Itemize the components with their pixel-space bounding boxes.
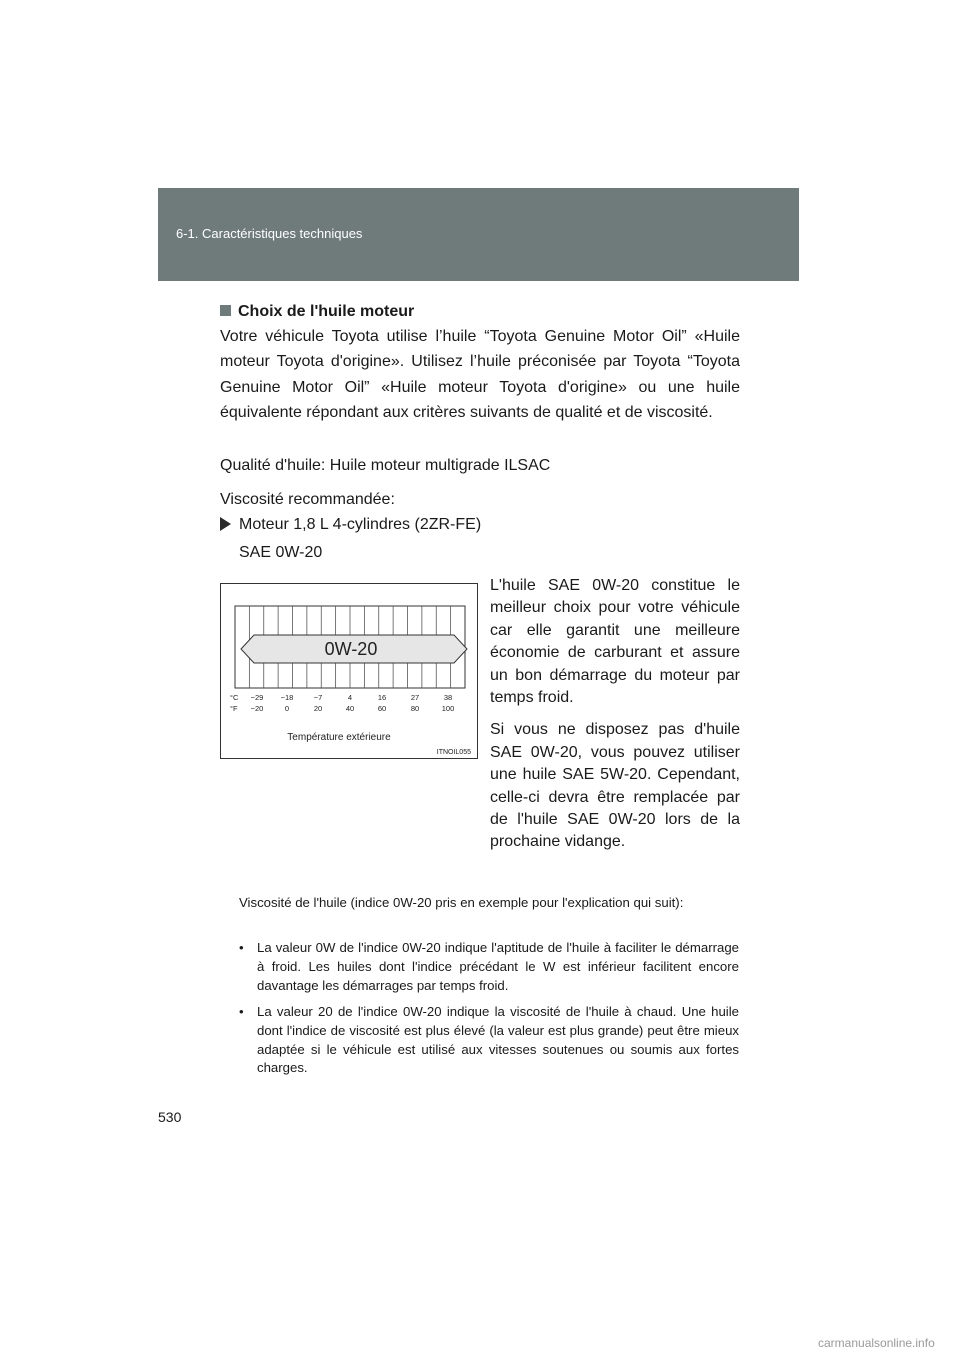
intro-paragraph: Votre véhicule Toyota utilise l’huile “Toyota Genuine Motor Oil” «Huile moteur Toyota d'origine». Utilisez l’huile préconisée par Toyota “Toyota Genuine Motor Oil” «Huile moteur Toyota d'origine» ou une huile équivalente répondant aux critères suivants de qualité et de viscosité. bbox=[220, 328, 740, 421]
fahrenheit-unit: °F bbox=[230, 704, 238, 713]
celsius-tick-labels bbox=[251, 693, 453, 702]
side-paragraph-1: L'huile SAE 0W-20 constitue le meilleur choix pour votre véhicule car elle garantit une meilleure économie de carburant et assure un bon démarrage du moteur par temps froid. bbox=[490, 577, 740, 707]
engine-label: Moteur 1,8 L 4-cylindres (2ZR-FE) bbox=[239, 516, 482, 533]
viscosity-note-item-2 bbox=[239, 1003, 739, 1078]
fahrenheit-tick-label: 80 bbox=[410, 704, 420, 713]
celsius-tick-label: 38 bbox=[443, 693, 453, 702]
side-explanation bbox=[490, 575, 740, 864]
section-title bbox=[220, 303, 414, 321]
fahrenheit-tick-label: 20 bbox=[313, 704, 323, 713]
side-paragraph-2: Si vous ne disposez pas d'huile SAE 0W-20, vous pouvez utiliser une huile SAE 5W-20. Cependant, celle-ci devra être remplacée par de l'huile SAE 0W-20 lors de la prochaine vidange. bbox=[490, 721, 740, 851]
fahrenheit-tick-label: 100 bbox=[441, 704, 455, 713]
viscosity-grade-label: 0W-20 bbox=[324, 639, 378, 659]
fahrenheit-tick-labels bbox=[251, 704, 455, 713]
engine-item bbox=[220, 516, 481, 534]
viscosity-note-intro: Viscosité de l'huile (indice 0W-20 pris en exemple pour l'explication qui suit): bbox=[239, 895, 684, 910]
celsius-unit: °C bbox=[230, 693, 239, 702]
figure-caption: Température extérieure bbox=[287, 732, 391, 743]
triangle-bullet-icon bbox=[220, 517, 231, 531]
square-bullet-icon bbox=[220, 305, 231, 316]
watermark: carmanualsonline.info bbox=[818, 1336, 935, 1350]
page-number: 530 bbox=[158, 1109, 182, 1125]
fahrenheit-tick-label: 0 bbox=[284, 704, 290, 713]
section-title-text: Choix de l'huile moteur bbox=[238, 303, 415, 320]
celsius-tick-label: −7 bbox=[313, 693, 323, 702]
engine-oil-grade: SAE 0W-20 bbox=[239, 544, 323, 561]
note-text: La valeur 20 de l'indice 0W-20 indique la viscosité de l'huile à chaud. Une huile dont l'indice de viscosité est plus élevé (la valeur est plus grande) peut être mieux adaptée si le véhicule est utilisé aux vitesses soutenues ou soumis aux fortes charges. bbox=[257, 1004, 739, 1076]
note-text: La valeur 0W de l'indice 0W-20 indique l'aptitude de l'huile à faciliter le démarrage à froid. Les huiles dont l'indice précédant le W est inférieur facilitent encore davantage les démarrages par temps froid. bbox=[257, 940, 739, 993]
fahrenheit-tick-label: 40 bbox=[345, 704, 355, 713]
oil-quality: Qualité d'huile: Huile moteur multigrade ILSAC bbox=[220, 457, 551, 474]
figure-code: ITNOIL055 bbox=[436, 749, 471, 756]
viscosity-temperature-figure bbox=[220, 583, 478, 759]
bullet-dot: • bbox=[239, 1004, 244, 1019]
viscosity-note-item-1 bbox=[239, 939, 739, 995]
viscosity-chart bbox=[221, 584, 477, 758]
bullet-dot: • bbox=[239, 940, 244, 955]
celsius-tick-label: −18 bbox=[280, 693, 294, 702]
fahrenheit-tick-label: −20 bbox=[250, 704, 264, 713]
celsius-tick-label: 16 bbox=[377, 693, 387, 702]
section-header-bar bbox=[158, 188, 799, 281]
fahrenheit-tick-label: 60 bbox=[377, 704, 387, 713]
celsius-tick-label: 27 bbox=[410, 693, 420, 702]
section-breadcrumb: 6-1. Caractéristiques techniques bbox=[176, 226, 363, 241]
celsius-tick-label: −29 bbox=[250, 693, 264, 702]
celsius-tick-label: 4 bbox=[347, 693, 353, 702]
recommended-viscosity: Viscosité recommandée: bbox=[220, 491, 395, 508]
